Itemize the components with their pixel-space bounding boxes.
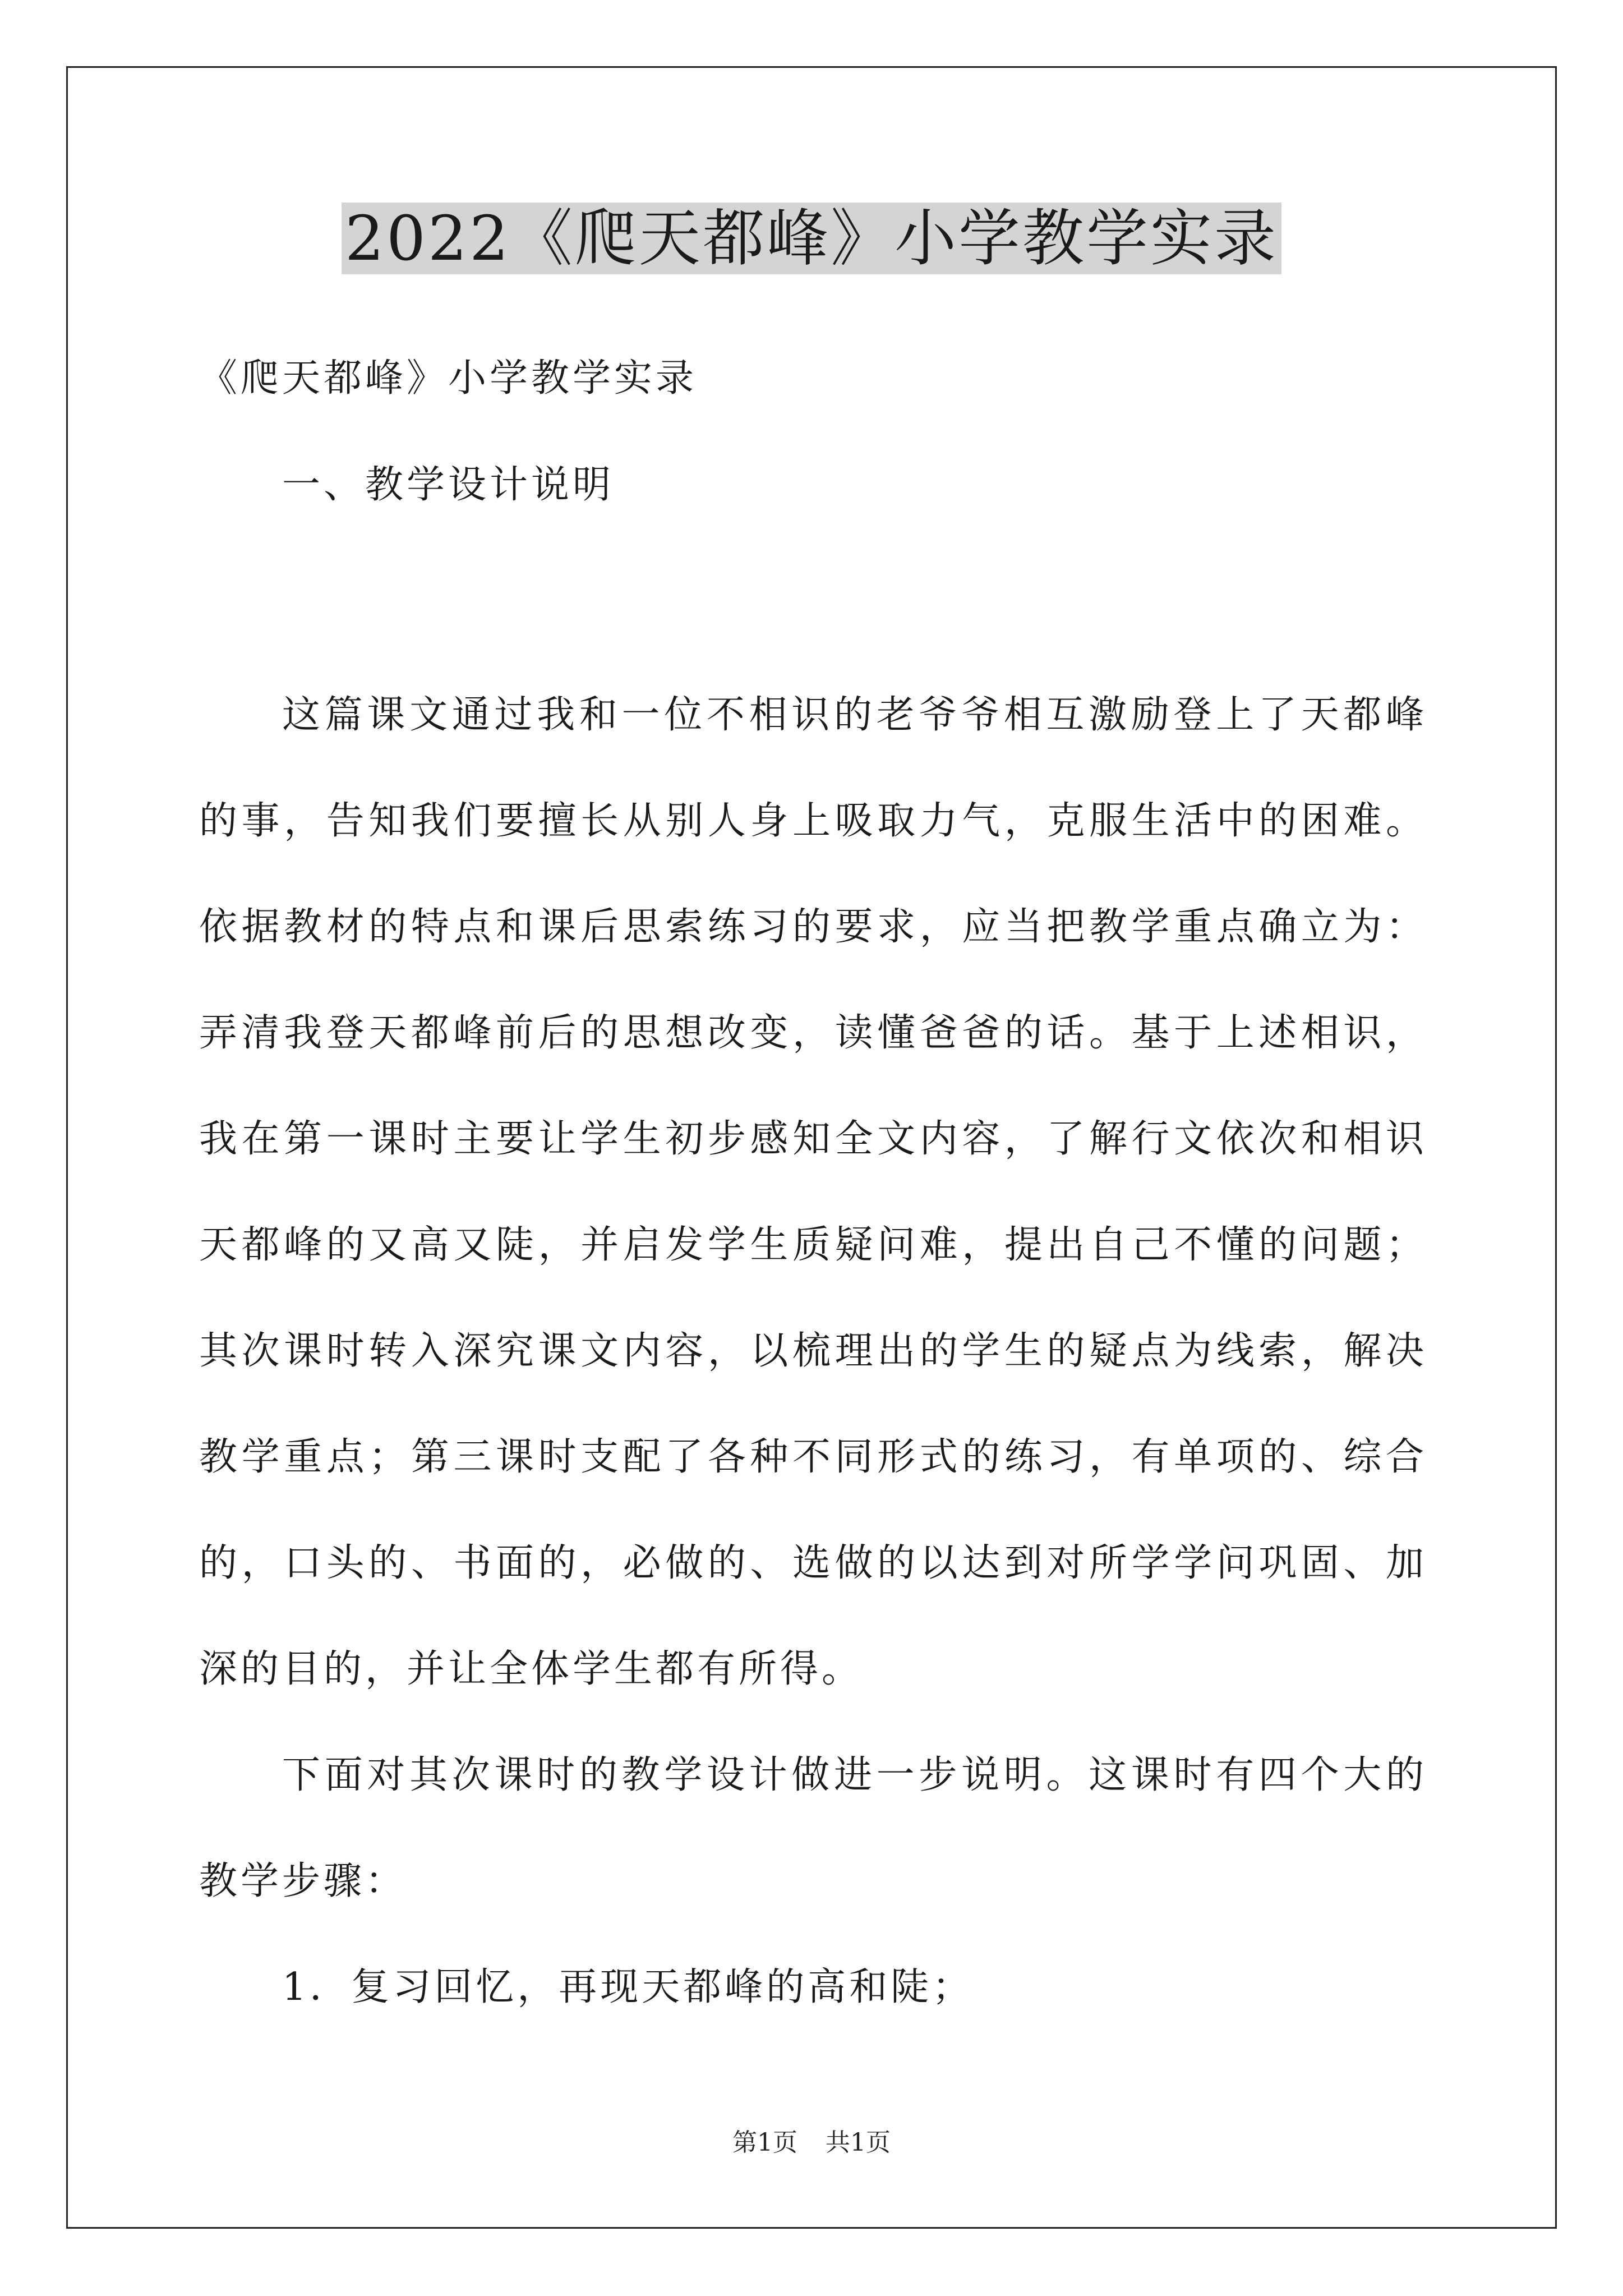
section-heading: 一、教学设计说明 bbox=[282, 463, 615, 507]
page-number-total: 共1页 bbox=[826, 2128, 891, 2157]
page-number-current: 第1页 bbox=[732, 2128, 797, 2157]
body-paragraph: 这篇课文通过我和一位不相识的老爷爷相互激励登上了天都峰的事，告知我们要擅长从别人身上吸取力气，克服生活中的困难。依据教材的特点和课后思索练习的要求，应当把教学重点确立为：弄清我登天都峰前后的思想改变，读懂爸爸的话。基于上述相识，我在第一课时主要让学生初步感知全文内容，了解行文依次和相识天都峰的又高又陡，并启发学生质疑问难，提出自己不懂的问题；其次课时转入深究课文内容，以梳理出的学生的疑点为线索，解决教学重点；第三课时支配了各种不同形式的练习，有单项的、综合的，口头的、书面的，必做的、选做的以达到对所学学问巩固、加深的目的，并让全体学生都有所得。 bbox=[199, 693, 1427, 1691]
list-item: 1．复习回忆，再现天都峰的高和陡； bbox=[282, 1965, 974, 2009]
document-subtitle: 《爬天都峰》小学教学实录 bbox=[199, 356, 698, 401]
document-body bbox=[199, 342, 1427, 2040]
document-title-text: 2022《爬天都峰》小学教学实录 bbox=[342, 203, 1281, 274]
page-footer bbox=[0, 2126, 1623, 2160]
document-title bbox=[0, 199, 1623, 278]
body-paragraph: 下面对其次课时的教学设计做进一步说明。这课时有四个大的教学步骤： bbox=[199, 1753, 1427, 1903]
